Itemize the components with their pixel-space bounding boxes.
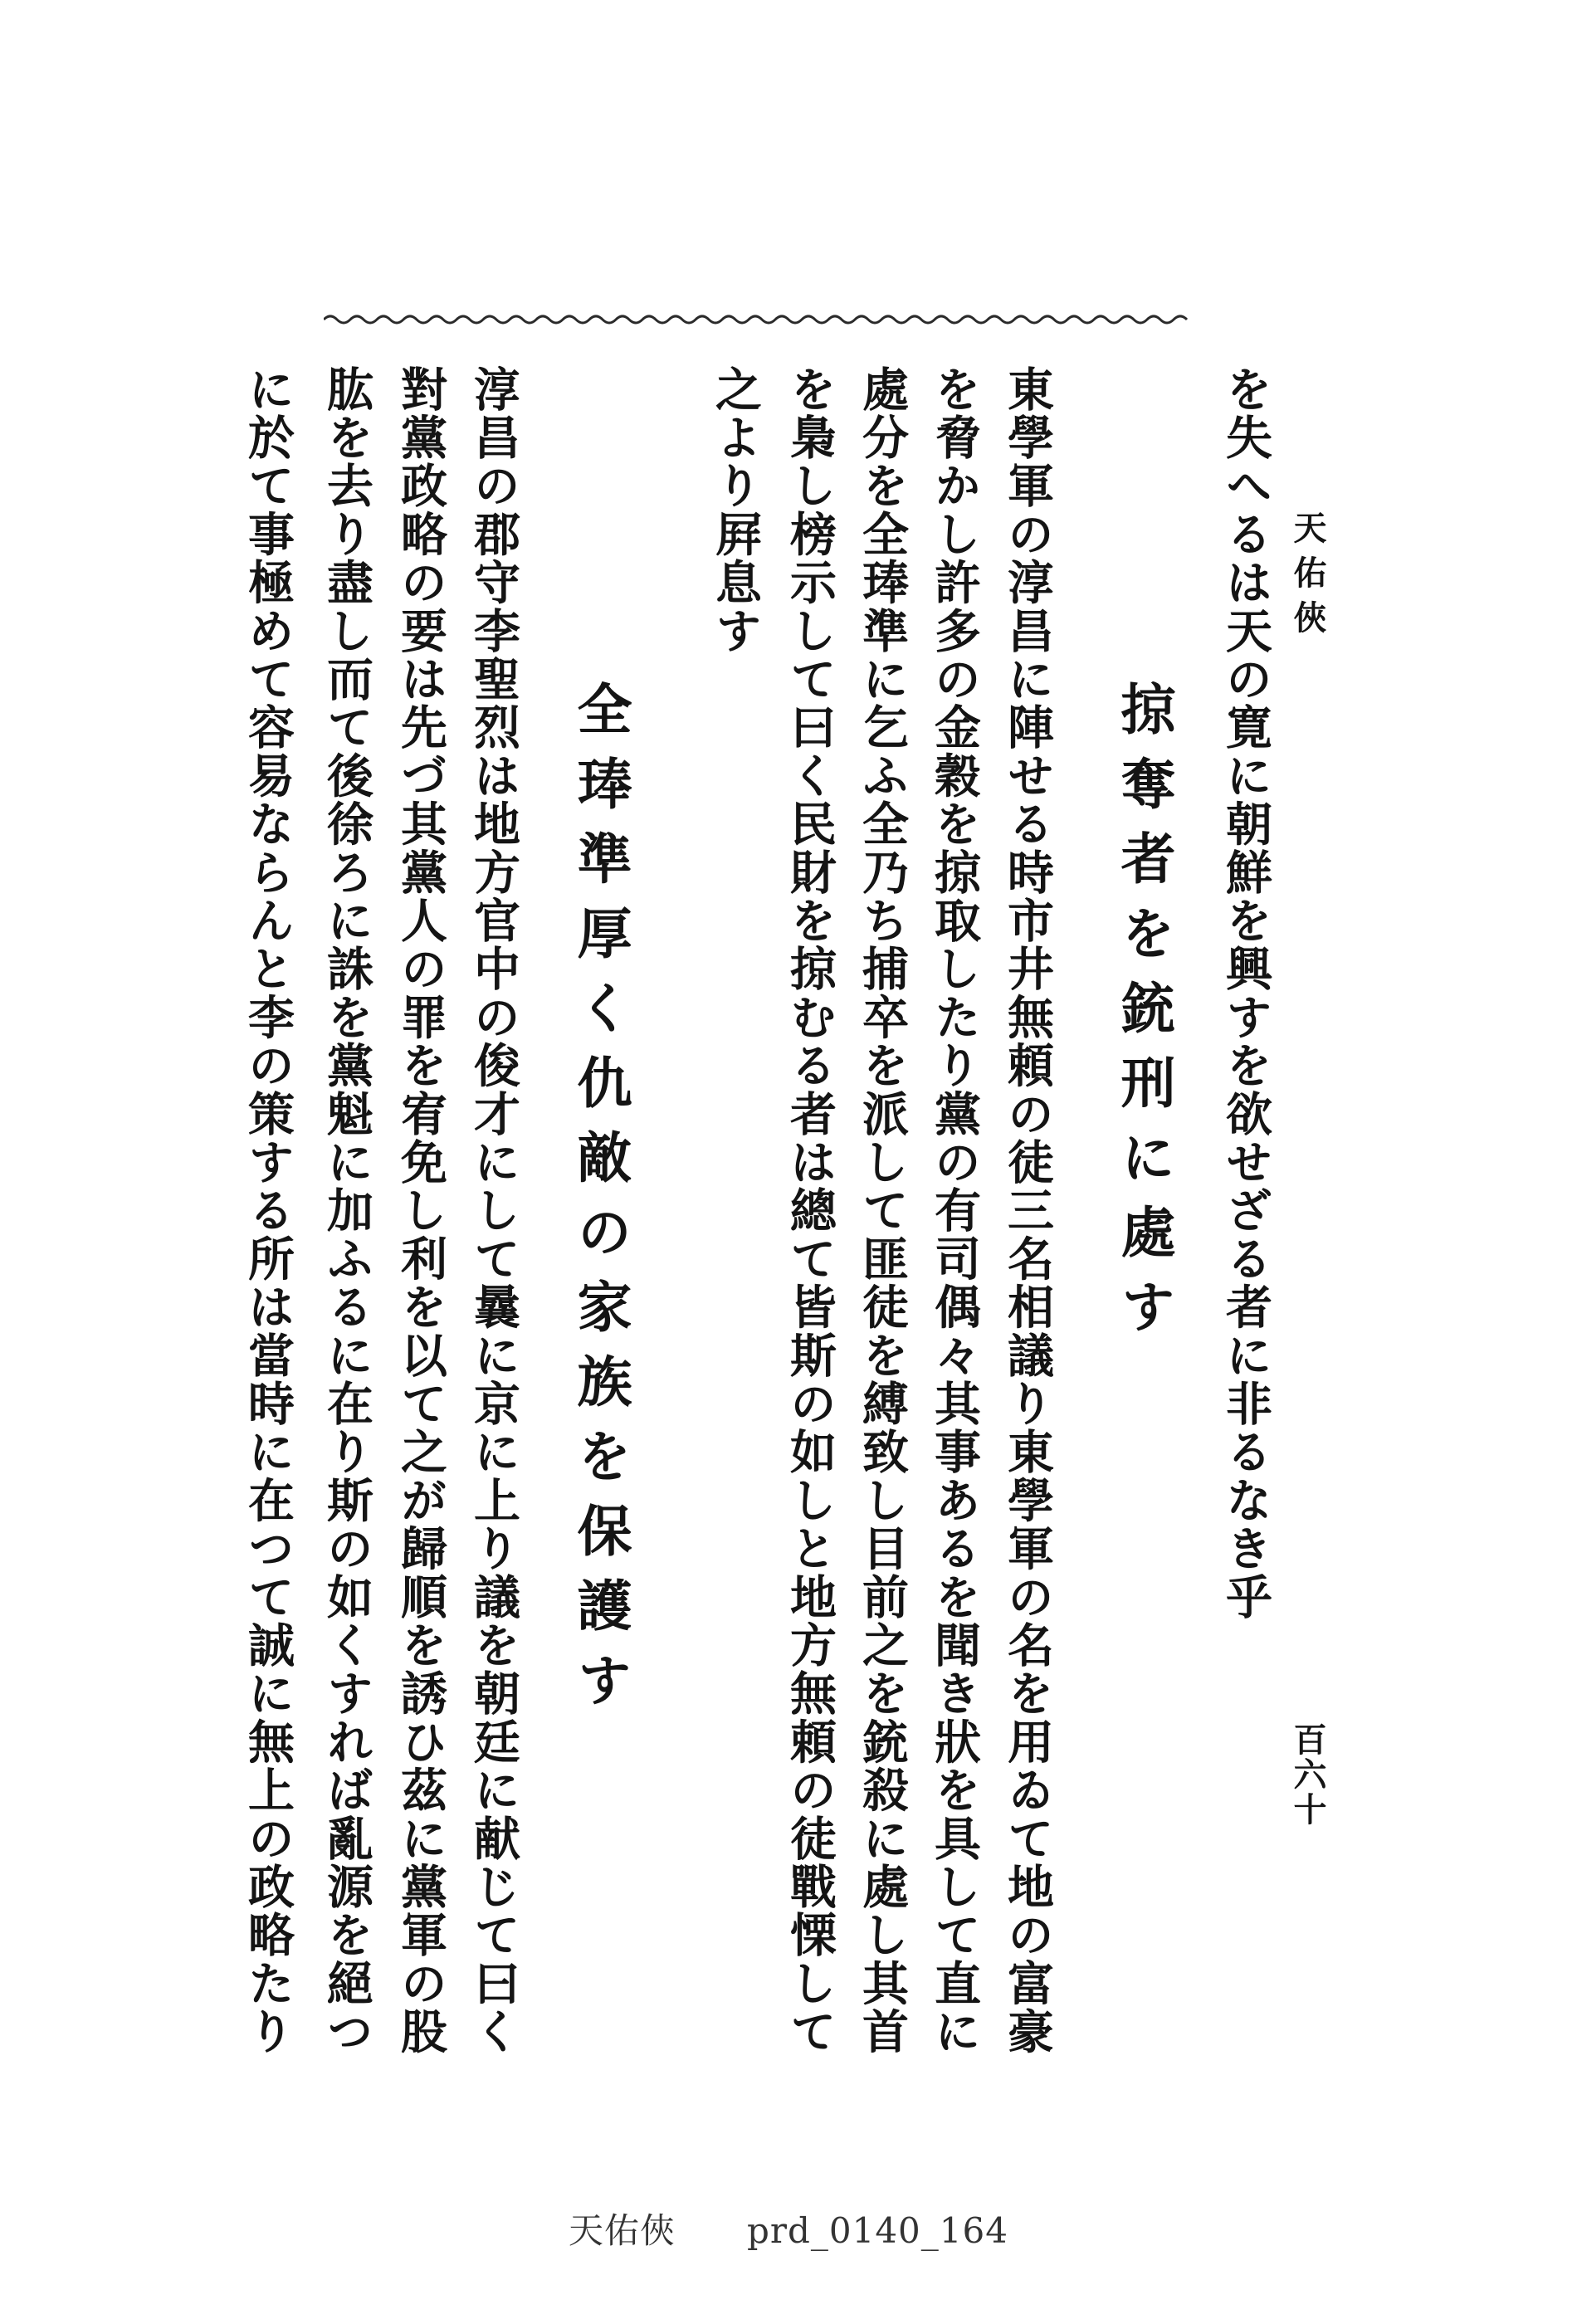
text-column-2: 東學軍の淳昌に陣せる時市井無頼の徒三名相議り東學軍の名を用ゐて地の富豪: [1000, 365, 1055, 2056]
text-column-3: を脅かし許多の金穀を掠取したり黨の有司偶々其事あるを聞き狀を具して直に: [927, 365, 982, 2056]
section-heading-1: 掠奪者を銃刑に處す: [1111, 681, 1176, 1353]
section-heading-2: 全琫準厚く仇敵の家族を保護す: [568, 681, 632, 1726]
text-column-7: 淳昌の郡守李聖烈は地方官中の俊才にして曩に京に上り議を朝廷に献じて曰く: [466, 365, 521, 2056]
text-column-9: 肱を去り盡し而て後徐ろに誅を黨魁に加ふるに在り斯の如くすれば亂源を絕つ: [320, 365, 374, 2056]
running-head-title: 天佑俠: [1288, 510, 1327, 645]
text-column-10: に於て事極めて容易ならんと李の策する所は當時に在つて誠に無上の政略たり: [241, 365, 295, 2056]
wavy-rule: [324, 310, 1195, 329]
text-column-8: 對黨政略の要は先づ其黨人の罪を宥免し利を以て之が歸順を誘ひ茲に黨軍の股: [393, 365, 448, 2056]
text-column-6: 之より屛息す: [708, 365, 763, 656]
footer-caption: 天佑俠 prd_0140_164: [569, 2210, 1008, 2251]
text-column-4: 處分を全琫準に乞ふ全乃ち捕卒を派して匪徒を縛致し目前之を銃殺に處し其首: [855, 365, 910, 2056]
text-column-1: を失へるは天の寛に朝鮮を興すを欲せざる者に非るなき乎: [1218, 365, 1273, 1622]
page-number: 百六十: [1288, 1722, 1327, 1827]
text-column-5: を梟し榜示して曰く民財を掠むる者は總て皆斯の如しと地方無頼の徒戰慄して: [783, 365, 837, 2056]
